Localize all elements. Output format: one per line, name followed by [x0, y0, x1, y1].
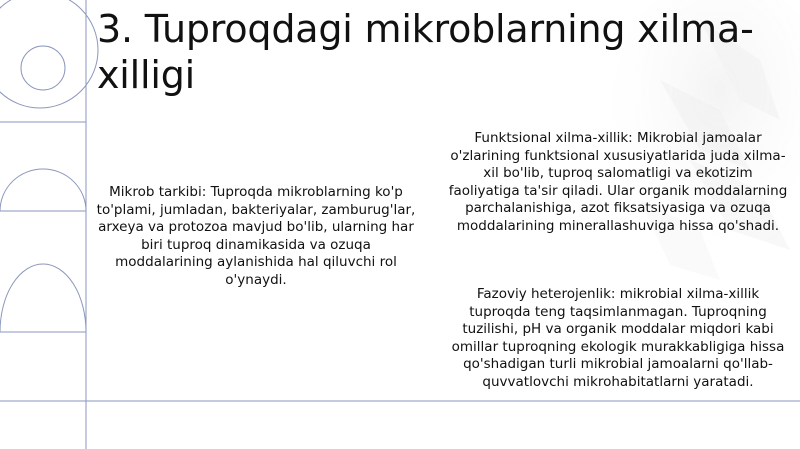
paragraph-functional-diversity: Funktsional xilma-xillik: Mikrobial jamoalar o'zlarining funktsional xususiyatlarida juda xilma-xil bo'lib, tuproq salomatligi va ekotizim faoliyatiga ta'sir qiladi. Ular organik moddalarning parchalanishiga, azot fiksatsiyasiga va ozuqa moddalarining minerallashuviga hissa qo'shadi. — [448, 130, 788, 234]
slide-title: 3. Tuproqdagi mikroblarning xilma-xilligi — [97, 7, 754, 97]
paragraph-microbial-composition: Mikrob tarkibi: Tuproqda mikroblarning ko'p to'plami, jumladan, bakteriyalar, zamburug'lar, arxeya va protozoa mavjud bo'lib, ularning har biri tuproq dinamikasida va ozuqa moddalarining aylanishida hal qiluvchi rol o'ynaydi. — [96, 184, 416, 288]
paragraph-spatial-heterogeneity: Fazoviy heterojenlik: mikrobial xilma-xillik tuproqda teng taqsimlanmagan. Tuproqning tuzilishi, pH va organik moddalar miqdori kabi omillar tuproqning ekologik murakkabligiga hissa qo'shadigan turli mikrobial jamoalarni qo'llab-quvvatlovchi mikrohabitatlarni yaratadi. — [451, 286, 785, 390]
